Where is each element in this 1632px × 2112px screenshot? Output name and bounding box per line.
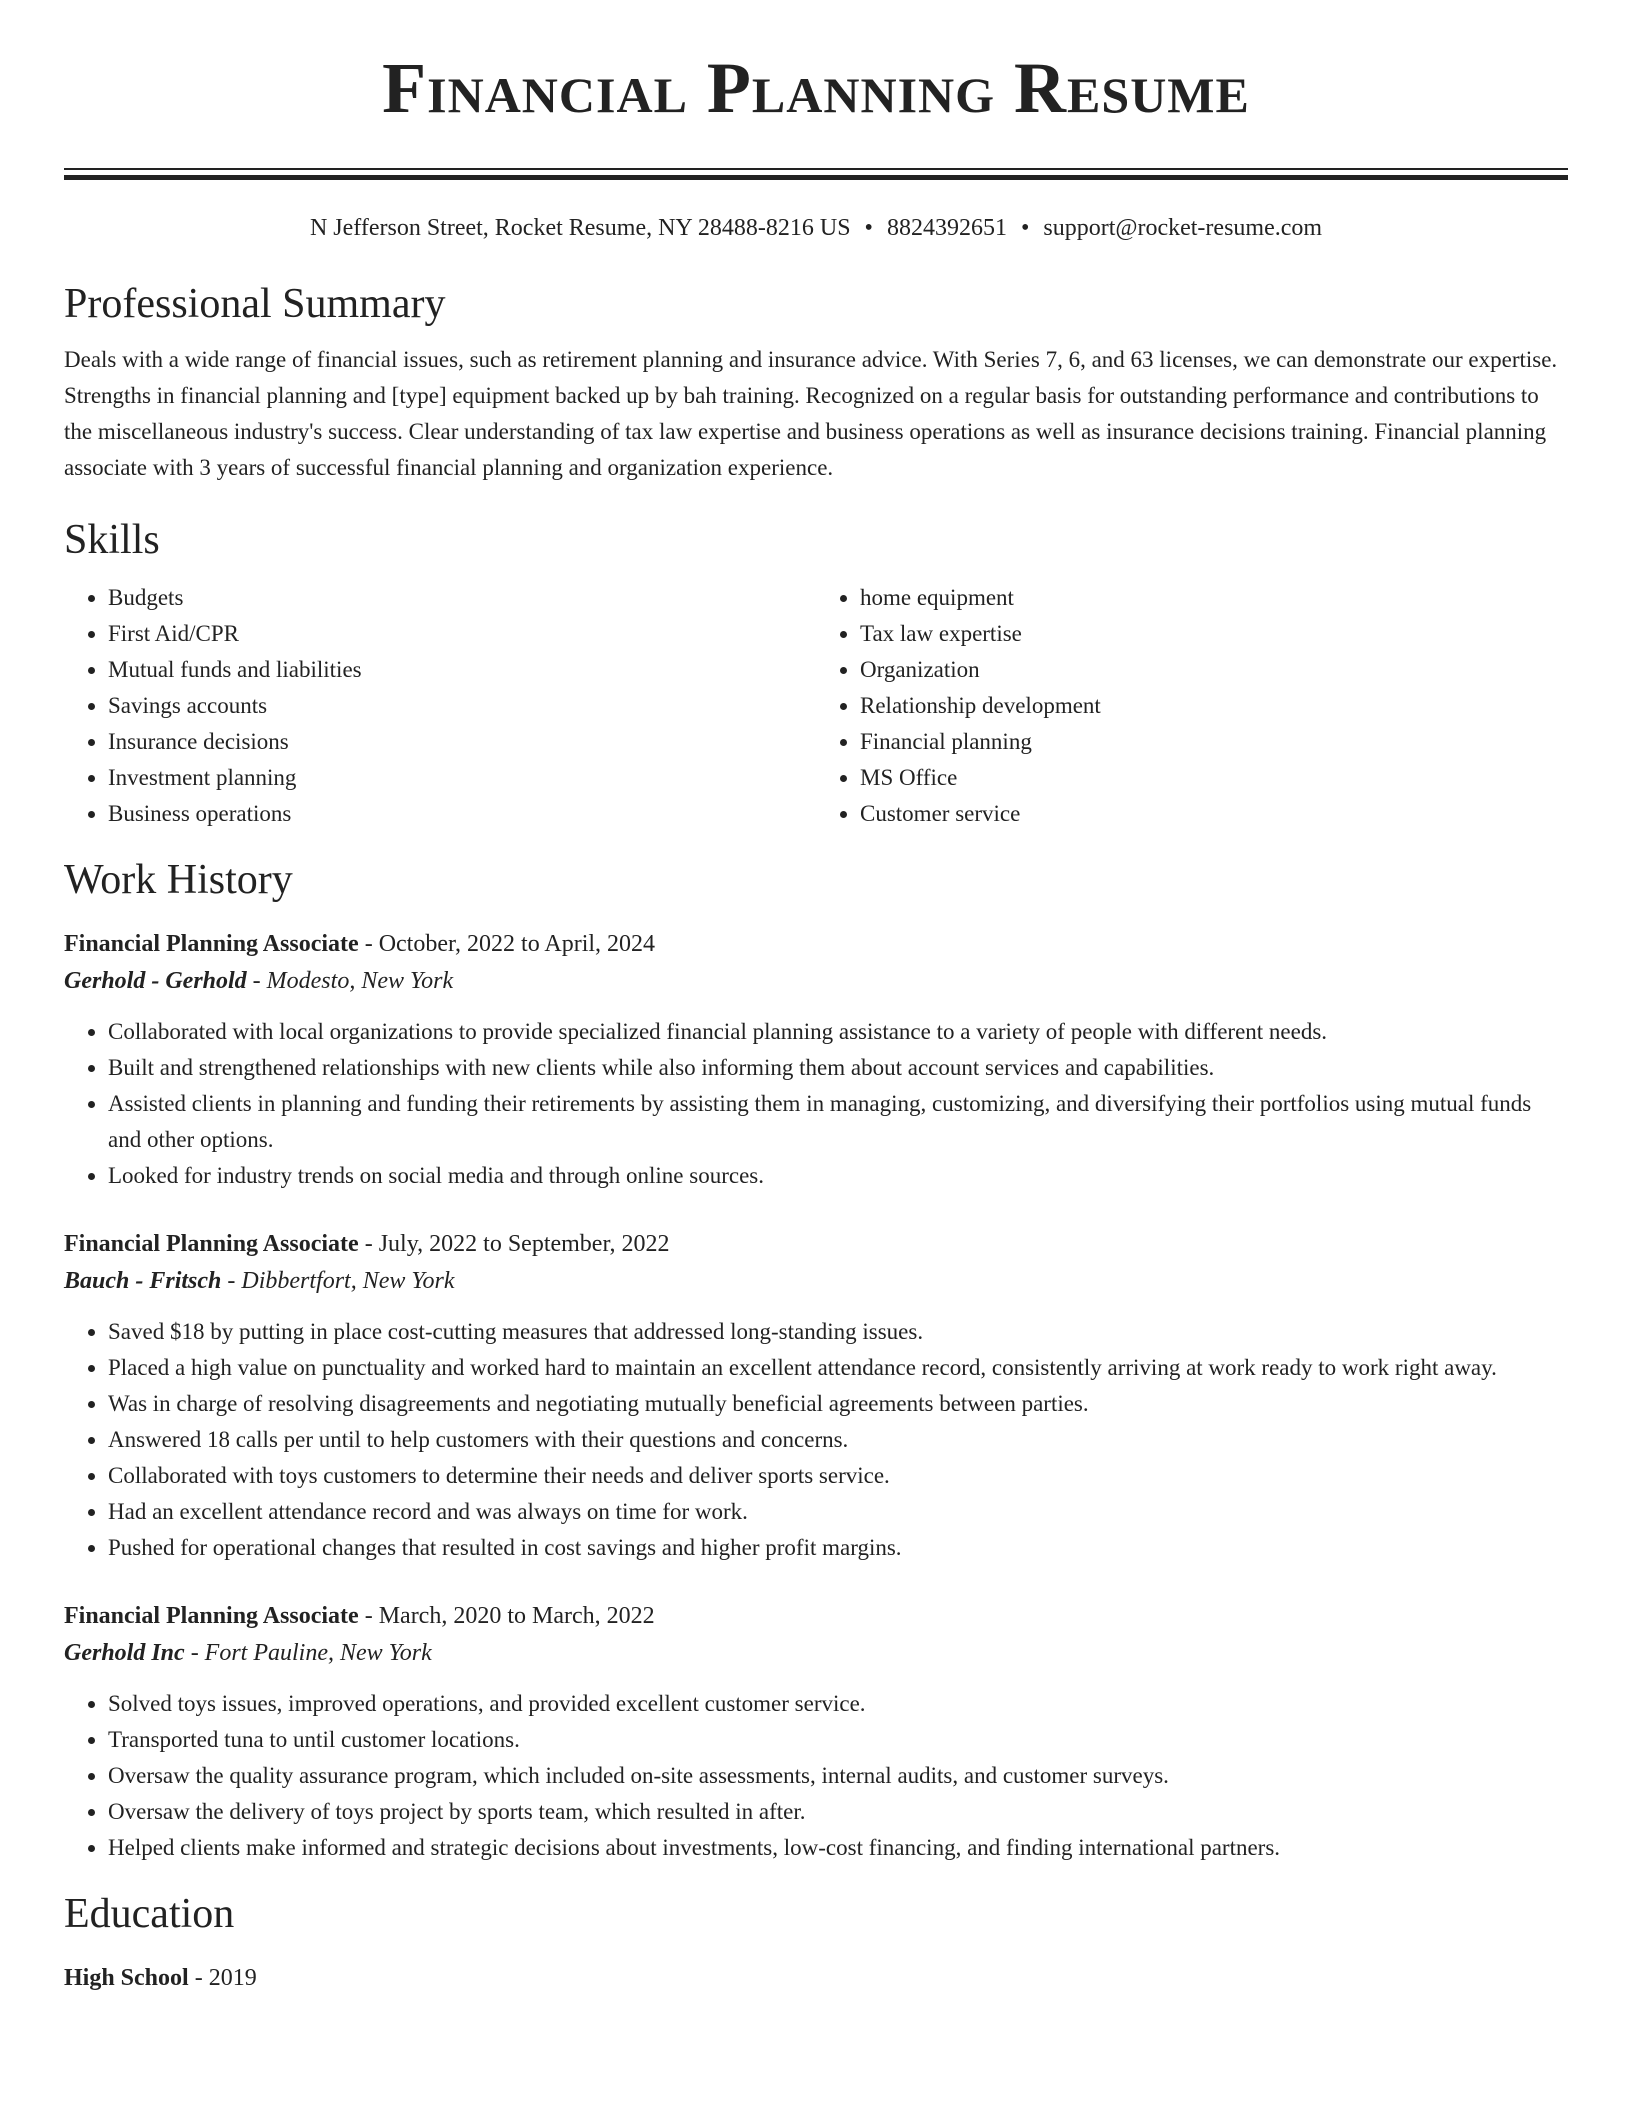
resume-title: Financial Planning Resume	[382, 48, 1250, 128]
job-bullet: • Was in charge of resolving disagreements and negotiating mutually beneficial agreements between parties.	[108, 1386, 1568, 1422]
job-title: Financial Planning Associate	[64, 1603, 359, 1629]
job-bullets	[64, 1314, 1568, 1566]
work-history-heading: Work History	[64, 857, 293, 903]
skill-item: • Savings accounts	[108, 688, 816, 724]
resume-page	[64, 0, 1568, 1996]
education-entry	[64, 1960, 1568, 1996]
skill-item: • home equipment	[860, 580, 1568, 616]
job-bullet: • Solved toys issues, improved operations, and provided excellent customer service.	[108, 1686, 1568, 1722]
title-divider-thick	[64, 175, 1568, 180]
job-bullet: • Helped clients make informed and strategic decisions about investments, low-cost financing, and finding international partners.	[108, 1830, 1568, 1866]
contact-address: N Jefferson Street, Rocket Resume, NY 28488-8216 US	[309, 215, 851, 241]
skill-item: • Tax law expertise	[860, 616, 1568, 652]
job-bullet: • Saved $18 by putting in place cost-cutting measures that addressed long-standing issues.	[108, 1314, 1568, 1350]
job-title: Financial Planning Associate	[64, 1231, 359, 1257]
education-heading: Education	[64, 1891, 235, 1937]
job-dates: - October, 2022 to April, 2024	[358, 931, 656, 957]
title-divider-thin	[64, 168, 1568, 170]
job-dates: - July, 2022 to September, 2022	[358, 1231, 670, 1257]
job-title: Financial Planning Associate	[64, 931, 359, 957]
job-title-line	[64, 1598, 1568, 1634]
skill-item: • Financial planning	[860, 724, 1568, 760]
skills-heading: Skills	[64, 517, 160, 563]
contact-separator: •	[864, 215, 873, 241]
skill-item: • Relationship development	[860, 688, 1568, 724]
work-history-section	[64, 856, 1568, 1866]
contact-separator: •	[1020, 215, 1030, 241]
job-bullet: • Oversaw the quality assurance program, which included on-site assessments, internal audits, and customer surveys.	[108, 1758, 1568, 1794]
skill-item: • Budgets	[108, 580, 816, 616]
skills-section	[64, 516, 1568, 832]
job-dates: - March, 2020 to March, 2022	[358, 1603, 655, 1629]
job-company-line	[64, 962, 1568, 1000]
job-company: Gerhold - Gerhold	[64, 968, 247, 994]
job-company-line	[64, 1262, 1568, 1300]
job-company-line	[64, 1634, 1568, 1672]
job-company: Bauch - Fritsch	[64, 1268, 222, 1294]
job-entry	[64, 1598, 1568, 1866]
job-bullet: • Transported tuna to until customer locations.	[108, 1722, 1568, 1758]
job-bullet: • Had an excellent attendance record and was always on time for work.	[108, 1494, 1568, 1530]
job-bullet: • Answered 18 calls per until to help customers with their questions and concerns.	[108, 1422, 1568, 1458]
skill-item: • Investment planning	[108, 760, 816, 796]
skill-item: • Mutual funds and liabilities	[108, 652, 816, 688]
job-bullet: • Built and strengthened relationships with new clients while also informing them about account services and capabilities.	[108, 1050, 1568, 1086]
job-bullet: • Looked for industry trends on social media and through online sources.	[108, 1158, 1568, 1194]
job-location: - Modesto, New York	[246, 968, 454, 994]
summary-text: Deals with a wide range of financial issues, such as retirement planning and insurance advice. With Series 7, 6, and 63 licenses, we can demonstrate our expertise. Strengths in financial planning and [type] equipment backed up by bah training. Recognized on a regular basis for outstanding performance and contributions to the miscellaneous industry's success. Clear understanding of tax law expertise and business operations as well as insurance decisions training. Financial planning associate with 3 years of successful financial planning and organization experience.	[64, 347, 1558, 480]
education-section	[64, 1890, 1568, 1996]
job-company: Gerhold Inc	[64, 1640, 185, 1666]
skill-item: • First Aid/CPR	[108, 616, 816, 652]
job-bullet: • Placed a high value on punctuality and worked hard to maintain an excellent attendance record, consistently arriving at work ready to work right away.	[108, 1350, 1568, 1386]
job-entry	[64, 1226, 1568, 1566]
job-bullet: • Collaborated with local organizations to provide specialized financial planning assistance to a variety of people with different needs.	[108, 1014, 1568, 1050]
education-year: - 2019	[188, 1965, 257, 1991]
education-degree: High School	[64, 1965, 189, 1991]
contact-line	[64, 214, 1568, 242]
job-location: - Fort Pauline, New York	[184, 1640, 432, 1666]
job-entry	[64, 926, 1568, 1194]
job-bullet: • Pushed for operational changes that resulted in cost savings and higher profit margins.	[108, 1530, 1568, 1566]
skill-item: • Insurance decisions	[108, 724, 816, 760]
job-title-line	[64, 1226, 1568, 1262]
skill-item: • Customer service	[860, 796, 1568, 832]
skills-columns	[64, 580, 1568, 832]
contact-phone: 8824392651	[886, 215, 1007, 241]
summary-section	[64, 280, 1568, 486]
skills-list-right	[816, 580, 1568, 832]
contact-email: support@rocket-resume.com	[1043, 215, 1323, 241]
job-bullet: • Assisted clients in planning and funding their retirements by assisting them in managing, customizing, and diversifying their portfolios using mutual funds and other options.	[108, 1086, 1568, 1158]
skill-item: • Business operations	[108, 796, 816, 832]
job-bullets	[64, 1014, 1568, 1194]
job-bullets	[64, 1686, 1568, 1866]
job-location: - Dibbertfort, New York	[221, 1268, 455, 1294]
skill-item: • Organization	[860, 652, 1568, 688]
summary-heading: Professional Summary	[64, 281, 446, 327]
job-bullet: • Collaborated with toys customers to determine their needs and deliver sports service.	[108, 1458, 1568, 1494]
job-title-line	[64, 926, 1568, 962]
job-bullet: • Oversaw the delivery of toys project by sports team, which resulted in after.	[108, 1794, 1568, 1830]
skill-item: • MS Office	[860, 760, 1568, 796]
skills-list-left	[64, 580, 816, 832]
